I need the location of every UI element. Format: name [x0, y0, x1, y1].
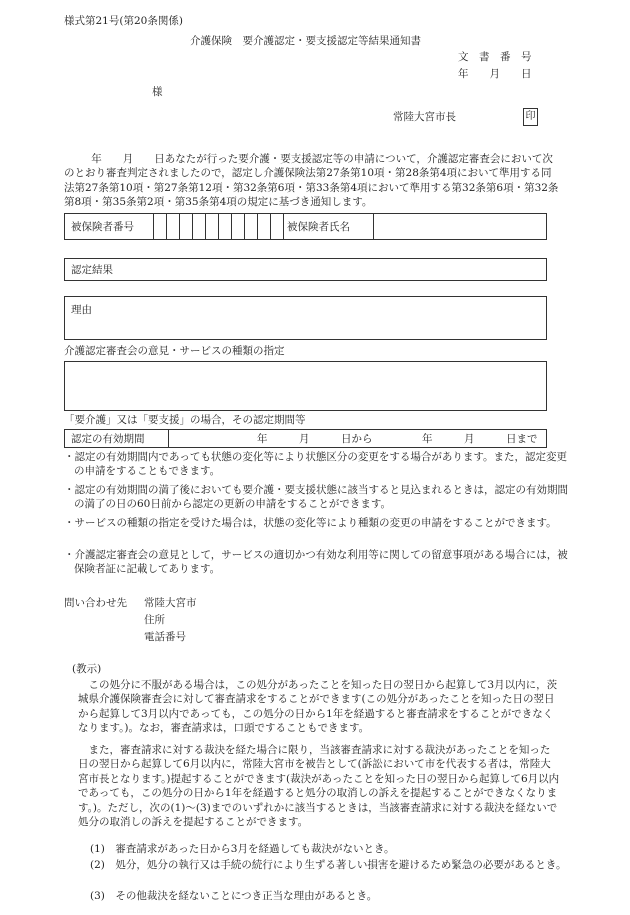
insured-number-cells[interactable] — [153, 214, 296, 239]
insured-name-divider — [373, 214, 374, 239]
certification-result-box[interactable] — [64, 258, 547, 281]
instruction-heading: (教示) — [72, 663, 102, 675]
instruction-paragraph-1: この処分に不服がある場合は，この処分があったことを知った日の翌日から起算して3月以内に，茨城県介護保険審査会に対して審査請求をすることができます(この処分があったことを知った日の翌日から起算して3月以内であっても，この処分の日から1年を経過すると審査請求をすることができなくなります。)。なお，審査請求は，口頭ですることもできます。 — [78, 679, 558, 735]
instruction-paragraph-2: また，審査請求に対する裁決を経た場合に限り，当該審査請求に対する裁決があったことを知った日の翌日から起算して6月以内に，常陸大宮市を被告として(訴訟において市を代表する者は，常陸大宮市長となります。)提起することができます(裁決があったことを知った日の翌日から起算して6月以内であっても，この処分の日から1年を経過すると処分の取消しの訴えを提起することができなくなります。)。ただし，次の(1)～(3)までのいずれかに該当するときは，当該審査請求に対する裁決を経ないで処分の取消しの訴えを提起することができます。 — [78, 744, 560, 829]
document-number-label: 文 書 番 号 — [458, 51, 532, 63]
instruction-item: (2) 処分，処分の執行又は手続の続行により生ずる著しい損害を避けるため緊急の必要があるとき。 — [90, 859, 567, 871]
addressee-suffix: 様 — [152, 86, 163, 98]
validity-period-row — [64, 429, 547, 448]
insured-name-label: 被保険者氏名 — [287, 221, 350, 233]
insured-number-label: 被保険者番号 — [71, 221, 134, 233]
contact-phone-label: 電話番号 — [144, 631, 186, 643]
opinion-box[interactable] — [64, 361, 547, 411]
contact-address-label: 住所 — [144, 614, 165, 626]
document-title: 介護保険 要介護認定・要支援認定等結果通知書 — [190, 35, 421, 47]
period-heading: 「要介護」又は「要支援」の場合，その認定期間等 — [64, 414, 306, 426]
insured-info-row — [64, 213, 547, 240]
contact-label: 問い合わせ先 — [64, 597, 127, 609]
intro-paragraph: 年 月 日あなたが行った要介護・要支援認定等の申請について，介護認定審査会において次のとおり審査判定されましたので，認定し介護保険法第27条第10項・第28条第4項において準用する同法第27条第10項・第27条第12項・第32条第6項・第33条第4項において準用する第32条第6項・第32条第8項・第35条第2項・第35条第4項の規定に基づき通知します。 — [64, 153, 559, 209]
opinion-heading: 介護認定審査会の意見・サービスの種類の指定 — [64, 345, 285, 357]
note-item: ・サービスの種類の指定を受けた場合は，状態の変化等により種類の変更の申請をすることができます。 — [64, 517, 557, 529]
instruction-item: (3) その他裁決を経ないことにつき正当な理由があるとき。 — [90, 890, 378, 902]
instruction-item: (1) 審査請求があった日から3月を経過しても裁決がないとき。 — [90, 843, 395, 855]
note-item: ・介護認定審査会の意見として，サービスの適切かつ有効な利用等に関しての留意事項がある場合には，被保険者証に記載してあります。 — [64, 549, 568, 576]
validity-to[interactable]: 年 月 日まで — [422, 433, 538, 445]
validity-from[interactable]: 年 月 日から — [257, 433, 373, 445]
reason-box[interactable] — [64, 296, 547, 340]
reason-label: 理由 — [71, 304, 92, 316]
certification-result-label: 認定結果 — [71, 264, 113, 276]
contact-organization: 常陸大宮市 — [144, 597, 197, 609]
date-label: 年 月 日 — [458, 68, 532, 80]
seal-stamp: 印 — [523, 108, 538, 126]
issuer-name: 常陸大宮市長 — [393, 111, 456, 123]
validity-divider — [168, 430, 169, 447]
validity-label: 認定の有効期間 — [71, 433, 145, 445]
form-number: 様式第21号(第20条関係) — [64, 15, 183, 27]
note-item: ・認定の有効期間内であっても状態の変化等により状態区分の変更をする場合があります。また，認定変更の申請をすることもできます。 — [64, 451, 568, 478]
note-item: ・認定の有効期間の満了後においても要介護・要支援状態に該当すると見込まれるときは，認定の有効期間の満了の日の60日前から認定の更新の申請をすることができます。 — [64, 484, 568, 511]
